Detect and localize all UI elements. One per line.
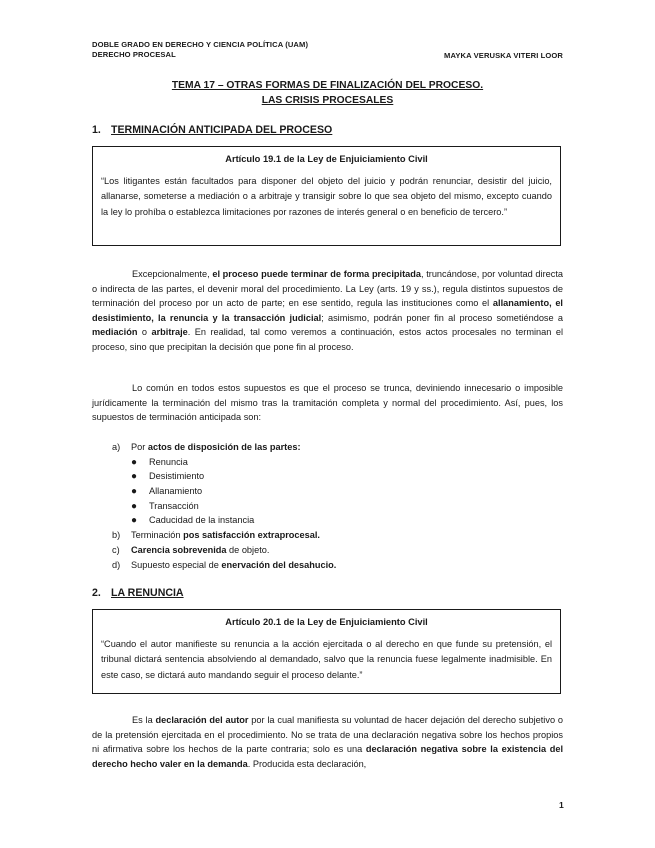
bold-text: declaración del autor (155, 715, 249, 725)
article-text: “Cuando el autor manifieste su renuncia a la acción ejercitada o al derecho en que funde su pretensión, el tribunal dictará sentencia absolviendo al demandado, salvo que la renuncia fuese legalmente inadmisible. En este caso, se dictará auto mandando seguir el proceso delante.” (101, 639, 552, 680)
list-marker: b) (112, 530, 121, 541)
paragraph (92, 267, 563, 355)
subitem-label: Caducidad de la instancia (149, 515, 255, 526)
subitem-label: Transacción (149, 500, 199, 511)
bullet-icon: ● (131, 515, 138, 527)
bold-text: declaración negativa sobre la existencia del derecho hecho valer en la demanda (92, 744, 564, 769)
bold-text: pos satisfacción extraprocesal. (183, 530, 320, 541)
section-2-heading (92, 587, 184, 599)
list-marker: a) (112, 442, 121, 452)
article-text: “Los litigantes están facultados para disponer del objeto del juicio y podrán renunciar, desistir del juicio, allanarse, someterse a mediación o a arbitraje y transigir sobre lo que sea objeto del mismo, excepto cuando la ley lo prohíba o establezca limitaciones por razones de interés general o en beneficio de tercero.” (101, 176, 552, 217)
bullet-icon: ● (131, 486, 138, 498)
text-run: . En realidad, tal como veremos a continuación, estos actos procesales no terminan el proceso, sino que precipitan la decisión que pone fin al proceso. (92, 327, 563, 352)
section-1-heading (92, 124, 332, 136)
bullet-icon: ● (131, 500, 138, 512)
bold-text: arbitraje (151, 327, 188, 338)
header-degree: DOBLE GRADO EN DERECHO Y CIENCIA POLÍTICA (UAM) (92, 40, 309, 49)
list-marker: d) (112, 559, 121, 570)
header-subject: DERECHO PROCESAL (92, 50, 176, 59)
text-run: , truncándose, por voluntad directa o indirecta de las partes, el devenir moral del procedimiento. La Ley (arts. 19 y ss.), regula distintos supuestos de terminación del proceso por un acto de parte; en ese sentido, regula las instituciones como el (92, 269, 563, 309)
article-quote-box (92, 609, 561, 694)
bold-text: mediación (92, 327, 138, 338)
bold-text: allanamiento, el desistimiento, la renuncia y la transacción judicial (92, 298, 563, 323)
text-run: . Producida esta declaración, (247, 758, 367, 769)
article-quote-box (92, 146, 561, 246)
paragraph (92, 713, 563, 771)
list-subitem (112, 484, 562, 499)
text-run: por la cual manifiesta su voluntad de hacer dejación del derecho subjetivo o de la pretensión ejercitada en el procedimiento. No se trata de una declaración negativa sobre los hechos propios ni afirmativa sobre los hechos de la parte contraria; solo es una (92, 715, 563, 755)
page-number: 1 (559, 800, 564, 810)
subitem-label: Desistimiento (149, 471, 205, 482)
bold-text: el proceso puede terminar de forma precipitada (212, 269, 421, 279)
section-title: LA RENUNCIA (111, 587, 184, 599)
text-run: Por (131, 442, 148, 452)
document-subtitle: LAS CRISIS PROCESALES (261, 95, 394, 106)
list-subitem (112, 513, 562, 528)
bullet-icon: ● (131, 456, 138, 468)
list-item (112, 440, 562, 455)
list-subitem (112, 455, 562, 470)
bullet-icon: ● (131, 471, 138, 483)
section-number: 1. (92, 124, 101, 136)
text-run: de objeto. (226, 544, 270, 555)
text-run: Es la (132, 715, 156, 725)
section-number: 2. (92, 587, 101, 599)
list-item (112, 558, 562, 573)
paragraph: Lo común en todos estos supuestos es que el proceso se trunca, deviniendo innecesario o imposible jurídicamente la terminación del mismo tras la tramitación completa y normal del procedimiento. Así, pues, los supuestos de terminación anticipada son: (92, 383, 563, 423)
list-item (112, 528, 562, 543)
list-subitem (112, 469, 562, 484)
text-run: Supuesto especial de (131, 559, 222, 570)
termination-list (112, 440, 562, 572)
article-title: Artículo 20.1 de la Ley de Enjuiciamiento Civil (225, 617, 428, 627)
subitem-label: Renuncia (149, 456, 188, 467)
text-run: o (137, 327, 152, 338)
text-run: Excepcionalmente, (132, 269, 213, 279)
bold-text: actos de disposición de las partes: (147, 442, 301, 452)
article-title: Artículo 19.1 de la Ley de Enjuiciamiento Civil (225, 154, 428, 164)
list-marker: c) (112, 544, 120, 555)
header-author: MAYKA VERUSKA VITERI LOOR (444, 51, 563, 60)
list-item (112, 543, 562, 558)
header-left (92, 40, 308, 60)
bold-text: Carencia sobrevenida (131, 544, 227, 555)
document-title: TEMA 17 – OTRAS FORMAS DE FINALIZACIÓN DEL PROCESO. (171, 80, 484, 91)
bold-text: enervación del desahucio. (221, 559, 337, 570)
list-subitem (112, 499, 562, 514)
text-run: ; asimismo, podrán poner fin al proceso sometiéndose a (321, 312, 563, 323)
subitem-label: Allanamiento (149, 486, 203, 497)
section-title: TERMINACIÓN ANTICIPADA DEL PROCESO (111, 124, 333, 136)
text-run: Terminación (131, 530, 184, 541)
